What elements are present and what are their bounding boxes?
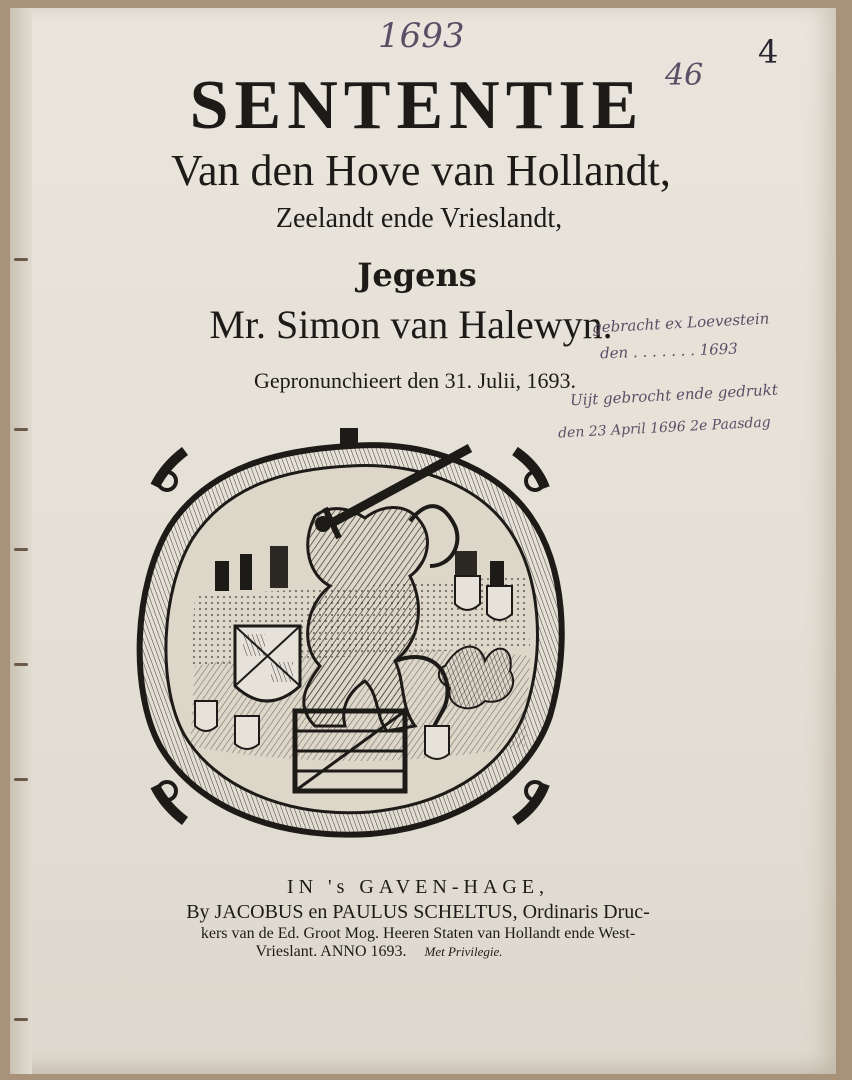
binding-stitch xyxy=(14,1018,28,1021)
court-provinces: Zeelandt ende Vrieslandt, xyxy=(275,203,563,234)
binding-stitch xyxy=(14,778,28,781)
privilege-note: Met Privilegie. xyxy=(424,944,503,959)
court-name: Van den Hove van Hollandt, xyxy=(171,146,671,195)
imprint-place: IN 's GAVEN-HAGE, xyxy=(286,876,550,898)
binding-stitch xyxy=(14,548,28,551)
binding-stitch xyxy=(14,428,28,431)
woodcut-lion-emblem-icon xyxy=(125,426,575,846)
handwritten-year: 1693 xyxy=(378,16,465,56)
handwritten-number: 46 xyxy=(665,58,704,93)
handwritten-note-line: gebracht ex Loevestein xyxy=(591,309,770,337)
imprint-year-line xyxy=(0,943,792,961)
imprint-printers-continued: kers van de Ed. Groot Mog. Heeren Staten van Hollandt ende West- xyxy=(200,925,636,942)
handwritten-note-line: den 23 April 1696 2e Paasdag xyxy=(557,414,772,442)
handwritten-note-line: den . . . . . . . 1693 xyxy=(599,339,739,363)
jegens-label: Jegens xyxy=(357,256,477,294)
imprint-year: Vrieslant. ANNO 1693. xyxy=(255,943,407,960)
binding-stitch xyxy=(14,663,28,666)
handwritten-note-line: Uijt gebrocht ende gedrukt xyxy=(569,380,779,410)
defendant-name: Mr. Simon van Halewyn. xyxy=(209,302,613,347)
pronounced-date: Gepronunchieert den 31. Julii, 1693. xyxy=(254,368,576,393)
imprint-printers: By JACOBUS en PAULUS SCHELTUS, Ordinaris Druc- xyxy=(186,901,650,923)
title-page xyxy=(10,8,836,1074)
handwritten-corner-mark: 4 xyxy=(758,33,779,71)
page-title: SENTENTIE xyxy=(189,67,645,144)
